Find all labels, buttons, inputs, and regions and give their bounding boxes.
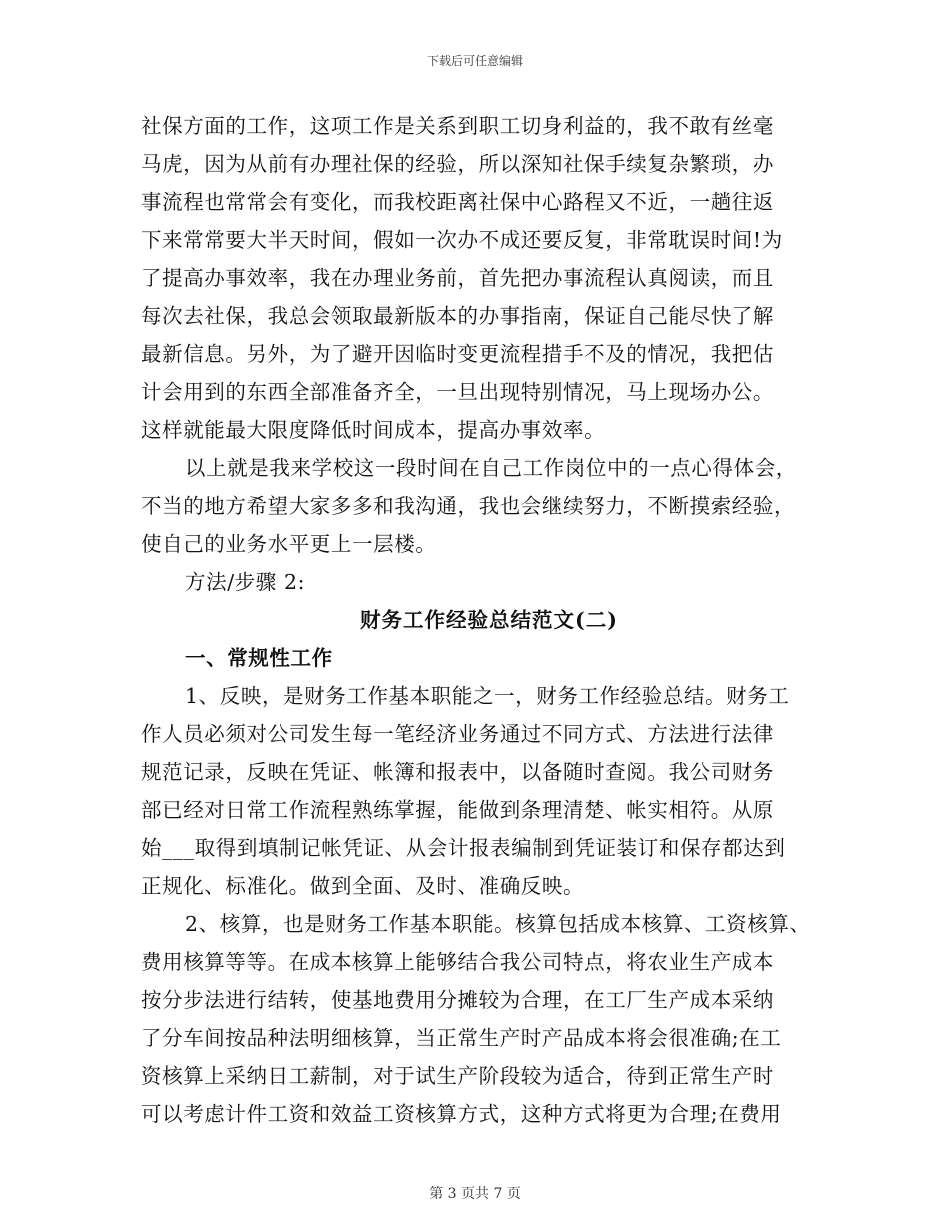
text-line: 这样就能最大限度降低时间成本，提高办事效率。: [141, 418, 606, 442]
text-line: 可以考虑计件工资和效益工资核算方式，这种方式将更为合理;在费用: [141, 1102, 782, 1126]
step-label: 方法/步骤 2:: [185, 570, 306, 594]
paragraph-first-line: 1、反映，是财务工作基本职能之一，财务工作经验总结。财务工: [185, 684, 790, 708]
text-line: 了提高办事效率，我在办理业务前，首先把办事流程认真阅读，而且: [141, 266, 774, 290]
text-line: 正规化、标准化。做到全面、及时、准确反映。: [141, 874, 585, 898]
text-line: 下来常常要大半天时间，假如一次办不成还要反复，非常耽误时间!为: [141, 228, 783, 252]
section-title: 财务工作经验总结范文(二): [360, 608, 618, 632]
text-line: 马虎，因为从前有办理社保的经验，所以深知社保手续复杂繁琐，办: [141, 152, 774, 176]
page-footer: 第 3 页共 7 页: [429, 1186, 521, 1202]
document-body: [141, 107, 831, 1133]
text-line: 事流程也常常会有变化，而我校距离社保中心路程又不近，一趟往返: [141, 190, 774, 214]
text-line: 部已经对日常工作流程熟练掌握，能做到条理清楚、帐实相符。从原: [141, 798, 774, 822]
text-line: 每次去社保，我总会领取最新版本的办事指南，保证自己能尽快了解: [141, 304, 774, 328]
paragraph-first-line: 2、核算，也是财务工作基本职能。核算包括成本核算、工资核算、: [185, 912, 811, 936]
text-line: 规范记录，反映在凭证、帐簿和报表中，以备随时查阅。我公司财务: [141, 760, 774, 784]
text-line: 按分步法进行结转，使基地费用分摊较为合理，在工厂生产成本采纳: [141, 988, 774, 1012]
text-line: 资核算上采纳日工薪制，对于试生产阶段较为适合，待到正常生产时: [141, 1064, 774, 1088]
text-line: 使自己的业务水平更上一层楼。: [141, 532, 437, 556]
subsection-heading: 一、常规性工作: [185, 646, 333, 670]
text-line: 最新信息。另外，为了避开因临时变更流程措手不及的情况，我把估: [141, 342, 774, 366]
paragraph-first-line: 以上就是我来学校这一段时间在自己工作岗位中的一点心得体会，: [185, 456, 797, 480]
text-line: 社保方面的工作，这项工作是关系到职工切身利益的，我不敢有丝毫: [141, 114, 774, 138]
text-line: 作人员必须对公司发生每一笔经济业务通过不同方式、方法进行法律: [141, 722, 774, 746]
text-line: 了分车间按品种法明细核算，当正常生产时产品成本将会很准确;在工: [141, 1026, 782, 1050]
text-line: 不当的地方希望大家多多和我沟通，我也会继续努力，不断摸索经验，: [141, 494, 796, 518]
page-header: 下载后可任意编辑: [426, 54, 523, 68]
text-line: 始___取得到填制记帐凭证、从会计报表编制到凭证装订和保存都达到: [141, 836, 786, 860]
text-line: 计会用到的东西全部准备齐全，一旦出现特别情况，马上现场办公。: [141, 380, 774, 404]
text-line: 费用核算等等。在成本核算上能够结合我公司特点，将农业生产成本: [141, 950, 774, 974]
